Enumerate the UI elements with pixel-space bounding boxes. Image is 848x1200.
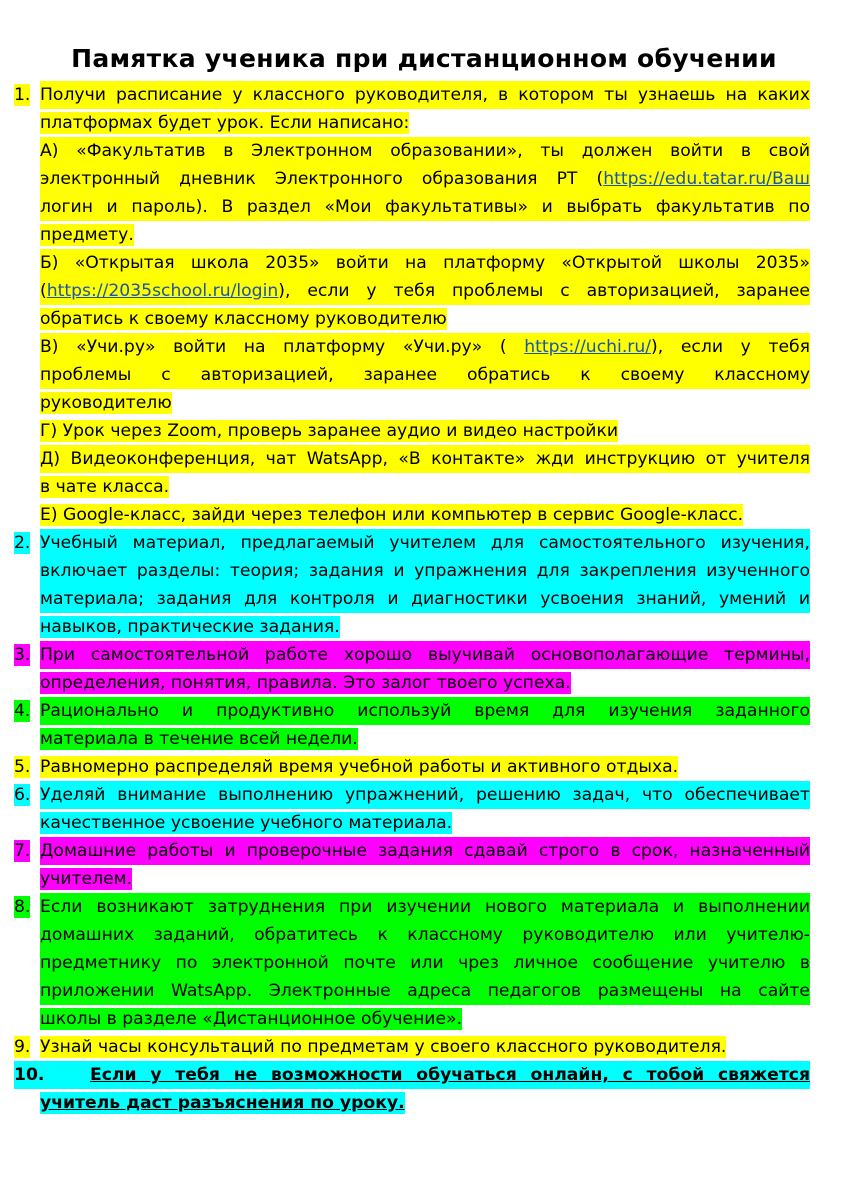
item-2-line-3: материала; задания для контроля и диагностики усвоения знаний, умений и — [40, 585, 810, 613]
item-6-line-2: качественное усвоение учебного материала. — [40, 813, 453, 833]
item-10-line-2: учитель даст разъяснения по уроку. — [40, 1093, 405, 1113]
option-b-line-1: Б) «Открытая школа 2035» войти на платформу «Открытой школы 2035» — [40, 249, 810, 277]
item-3-line-2: определения, понятия, правила. Это залог твоего успеха. — [40, 673, 571, 693]
item-1-line-2: платформах будет урок. Если написано: — [40, 113, 410, 133]
item-1-line-1: Получи расписание у классного руководителя, в котором ты узнаешь на каких — [40, 81, 810, 109]
option-c-line-3: руководителю — [40, 393, 172, 413]
item-7-line-1: Домашние работы и проверочные задания сдавай строго в срок, назначенный — [40, 837, 810, 865]
option-d-line: Г) Урок через Zoom, проверь заранее аудио и видео настройки — [40, 421, 619, 441]
option-a-line-2: электронный дневник Электронного образования РТ (https://edu.tatar.ru/Ваш — [40, 165, 810, 193]
item-2-line-4: навыков, практические задания. — [40, 617, 340, 637]
item-8-line-2: домашних заданий, обратитесь к классному руководителю или учителю- — [40, 921, 810, 949]
school-2035-link[interactable]: https://2035school.ru/login — [46, 281, 279, 301]
option-a-line-3: логин и пароль). В раздел «Мои факультативы» и выбрать факультатив по — [40, 193, 810, 221]
list-item-7 — [14, 837, 810, 893]
item-6-line-1: Уделяй внимание выполнению упражнений, решению задач, что обеспечивает — [40, 781, 810, 809]
item-number: 10. — [14, 1065, 45, 1085]
option-e-line-1: Д) Видеоконференция, чат WatsApp, «В контакте» жди инструкцию от учителя — [40, 445, 810, 473]
item-8-line-3: предметнику по электронной почте или чрез личное сообщение учителю в — [40, 949, 810, 977]
item-5-line-1: Равномерно распределяй время учебной работы и активного отдыха. — [40, 757, 679, 777]
option-c-line-2: проблемы с авторизацией, заранее обратись к своему классному — [40, 361, 810, 389]
item-number: 2. — [14, 533, 31, 553]
edu-tatar-link[interactable]: https://edu.tatar.ru/Ваш — [603, 169, 810, 189]
option-f-line: Е) Google-класс, зайди через телефон или компьютер в сервис Google-класс. — [40, 505, 744, 525]
option-c-line-1: В) «Учи.ру» войти на платформу «Учи.ру» ( https://uchi.ru/), если у тебя — [40, 333, 810, 361]
list-item-8 — [14, 893, 810, 1033]
list-item-1 — [14, 81, 810, 529]
list-item-3 — [14, 641, 810, 697]
item-10-line-1 — [14, 1061, 810, 1089]
item-number: 7. — [14, 841, 31, 861]
item-number: 8. — [14, 897, 31, 917]
option-e-line-2: в чате класса. — [40, 477, 170, 497]
list-item-6 — [14, 781, 810, 837]
instruction-list — [14, 81, 810, 1117]
list-item-9 — [14, 1033, 810, 1061]
list-item-5 — [14, 753, 810, 781]
item-3-line-1: При самостоятельной работе хорошо выучивай основополагающие термины, — [40, 641, 810, 669]
item-number: 9. — [14, 1037, 31, 1057]
item-number: 5. — [14, 757, 31, 777]
item-2-line-1: Учебный материал, предлагаемый учителем для самостоятельного изучения, — [40, 529, 810, 557]
option-b-line-2: (https://2035school.ru/login), если у тебя проблемы с авторизацией, заранее — [40, 277, 810, 305]
option-a-line-4: предмету. — [40, 225, 134, 245]
item-9-line-1: Узнай часы консультаций по предметам у своего классного руководителя. — [40, 1037, 727, 1057]
item-number: 3. — [14, 645, 31, 665]
uchi-ru-link[interactable]: https://uchi.ru/ — [524, 337, 652, 357]
item-7-line-2: учителем. — [40, 869, 133, 889]
item-8-line-5: школы в разделе «Дистанционное обучение». — [40, 1009, 463, 1029]
item-4-line-2: материала в течение всей недели. — [40, 729, 358, 749]
list-item-10 — [14, 1061, 810, 1117]
item-number: 1. — [14, 85, 31, 105]
page-title: Памятка ученика при дистанционном обучении — [71, 44, 777, 73]
item-4-line-1: Рационально и продуктивно используй время для изучения заданного — [40, 697, 810, 725]
item-8-line-1: Если возникают затруднения при изучении нового материала и выполнении — [40, 893, 810, 921]
item-number: 6. — [14, 785, 31, 805]
option-a-line-1: А) «Факультатив в Электронном образовании», ты должен войти в свой — [40, 137, 810, 165]
item-2-line-2: включает разделы: теория; задания и упражнения для закрепления изученного — [40, 557, 810, 585]
item-10-text-1: Если у тебя не возможности обучаться онлайн, с тобой свяжется — [90, 1065, 810, 1085]
list-item-2 — [14, 529, 810, 641]
item-number: 4. — [14, 701, 31, 721]
list-item-4 — [14, 697, 810, 753]
item-8-line-4: приложении WatsApp. Электронные адреса педагогов размещены на сайте — [40, 977, 810, 1005]
option-b-line-3: обратись к своему классному руководителю — [40, 309, 447, 329]
